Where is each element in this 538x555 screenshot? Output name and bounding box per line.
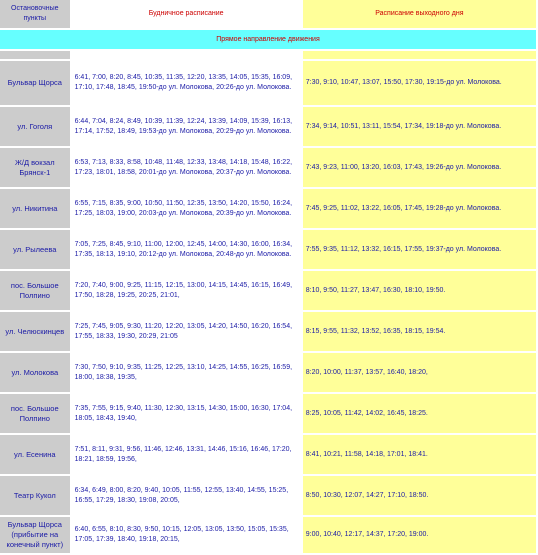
stop-name[interactable]: ул. Гоголя — [0, 107, 72, 148]
stop-name[interactable]: ул. Есенина — [0, 435, 72, 476]
weekday-times: 6:55, 7:15, 8:35, 9:00, 10:50, 11:50, 12:35, 13:50, 14:20, 15:50, 16:24, 17:25, 18:03, 19:00, 20:03-до ул. Молокова, 20:39-до ул. Молокова. — [72, 189, 303, 230]
table-row — [0, 148, 538, 189]
table-row — [0, 230, 538, 271]
spacer-cell — [72, 51, 303, 61]
weekend-times: 8:50, 10:30, 12:07, 14:27, 17:10, 18:50. — [303, 476, 538, 517]
table-row — [0, 189, 538, 230]
weekend-times: 8:20, 10:00, 11:37, 13:57, 16:40, 18:20, — [303, 353, 538, 394]
weekend-times: 7:45, 9:25, 11:02, 13:22, 16:05, 17:45, 19:28-до ул. Молокова. — [303, 189, 538, 230]
table-row — [0, 61, 538, 107]
weekday-times: 7:35, 7:55, 9:15, 9:40, 11:30, 12:30, 13:15, 14:30, 15:00, 16:30, 17:04, 18:05, 18:43, 19:40, — [72, 394, 303, 435]
weekday-times: 6:41, 7:00, 8:20, 8:45, 10:35, 11:35, 12:20, 13:35, 14:05, 15:35, 16:09, 17:10, 17:48, 18:45, 19:50-до ул. Молокова, 20:26-до ул. Молокова. — [72, 61, 303, 107]
stop-name[interactable]: пос. Большое Полпино — [0, 394, 72, 435]
table-row — [0, 435, 538, 476]
spacer-row — [0, 51, 538, 61]
header-weekday: Будничное расписание — [72, 0, 303, 30]
weekend-times: 8:41, 10:21, 11:58, 14:18, 17:01, 18:41. — [303, 435, 538, 476]
weekday-times: 6:53, 7:13, 8:33, 8:58, 10:48, 11:48, 12:33, 13:48, 14:18, 15:48, 16:22, 17:23, 18:01, 18:58, 20:01-до ул. Молокова, 20:37-до ул. Молокова. — [72, 148, 303, 189]
weekday-times: 7:51, 8:11, 9:31, 9:56, 11:46, 12:46, 13:31, 14:46, 15:16, 16:46, 17:20, 18:21, 18:59, 19:56, — [72, 435, 303, 476]
table-row — [0, 394, 538, 435]
weekday-times: 7:30, 7:50, 9:10, 9:35, 11:25, 12:25, 13:10, 14:25, 14:55, 16:25, 16:59, 18:00, 18:38, 19:35, — [72, 353, 303, 394]
weekend-times: 7:43, 9:23, 11:00, 13:20, 16:03, 17:43, 19:26-до ул. Молокова. — [303, 148, 538, 189]
weekday-times: 6:44, 7:04, 8:24, 8:49, 10:39, 11:39, 12:24, 13:39, 14:09, 15:39, 16:13, 17:14, 17:52, 18:49, 19:53-до ул. Молокова, 20:29-до ул. Молокова. — [72, 107, 303, 148]
weekend-times: 8:15, 9:55, 11:32, 13:52, 16:35, 18:15, 19:54. — [303, 312, 538, 353]
stop-name[interactable]: ул. Челюскинцев — [0, 312, 72, 353]
weekday-times: 7:20, 7:40, 9:00, 9:25, 11:15, 12:15, 13:00, 14:15, 14:45, 16:15, 16:49, 17:50, 18:28, 19:25, 20:25, 21:01, — [72, 271, 303, 312]
direction-label: Прямое направление движения — [0, 30, 538, 51]
table-row — [0, 476, 538, 517]
table-row — [0, 353, 538, 394]
weekend-times: 7:55, 9:35, 11:12, 13:32, 16:15, 17:55, 19:37-до ул. Молокова. — [303, 230, 538, 271]
stop-name[interactable]: Театр Кукол — [0, 476, 72, 517]
stop-name[interactable]: пос. Большое Полпино — [0, 271, 72, 312]
table-row — [0, 517, 538, 555]
weekend-times: 8:25, 10:05, 11:42, 14:02, 16:45, 18:25. — [303, 394, 538, 435]
weekday-times: 6:40, 6:55, 8:10, 8:30, 9:50, 10:15, 12:05, 13:05, 13:50, 15:05, 15:35, 17:05, 17:39, 18:40, 19:18, 20:15, — [72, 517, 303, 555]
spacer-cell — [303, 51, 538, 61]
table-row — [0, 107, 538, 148]
weekend-times: 7:34, 9:14, 10:51, 13:11, 15:54, 17:34, 19:18-до ул. Молокова. — [303, 107, 538, 148]
table-row — [0, 271, 538, 312]
stop-name[interactable]: Бульвар Щорса — [0, 61, 72, 107]
stop-name[interactable]: ул. Молокова — [0, 353, 72, 394]
weekend-times: 8:10, 9:50, 11:27, 13:47, 16:30, 18:10, 19:50. — [303, 271, 538, 312]
weekend-times: 9:00, 10:40, 12:17, 14:37, 17:20, 19:00. — [303, 517, 538, 555]
header-weekend: Расписание выходного дня — [303, 0, 538, 30]
stop-name[interactable]: Ж/Д вокзал Брянск-1 — [0, 148, 72, 189]
weekday-times: 7:25, 7:45, 9:05, 9:30, 11:20, 12:20, 13:05, 14:20, 14:50, 16:20, 16:54, 17:55, 18:33, 19:30, 20:29, 21:05 — [72, 312, 303, 353]
table-row — [0, 312, 538, 353]
stop-name[interactable]: ул. Рылеева — [0, 230, 72, 271]
stop-name[interactable]: Бульвар Щорса (прибытие на конечный пункт) — [0, 517, 72, 555]
header-row — [0, 0, 538, 30]
spacer-cell — [0, 51, 72, 61]
header-stops: Остановочные пункты — [0, 0, 72, 30]
direction-row — [0, 30, 538, 51]
stop-name[interactable]: ул. Никитина — [0, 189, 72, 230]
weekday-times: 6:34, 6:49, 8:00, 8:20, 9:40, 10:05, 11:55, 12:55, 13:40, 14:55, 15:25, 16:55, 17:29, 18:30, 19:08, 20:05, — [72, 476, 303, 517]
weekend-times: 7:30, 9:10, 10:47, 13:07, 15:50, 17:30, 19:15-до ул. Молокова. — [303, 61, 538, 107]
weekday-times: 7:05, 7:25, 8:45, 9:10, 11:00, 12:00, 12:45, 14:00, 14:30, 16:00, 16:34, 17:35, 18:13, 19:10, 20:12-до ул. Молокова, 20:48-до ул. Молокова. — [72, 230, 303, 271]
